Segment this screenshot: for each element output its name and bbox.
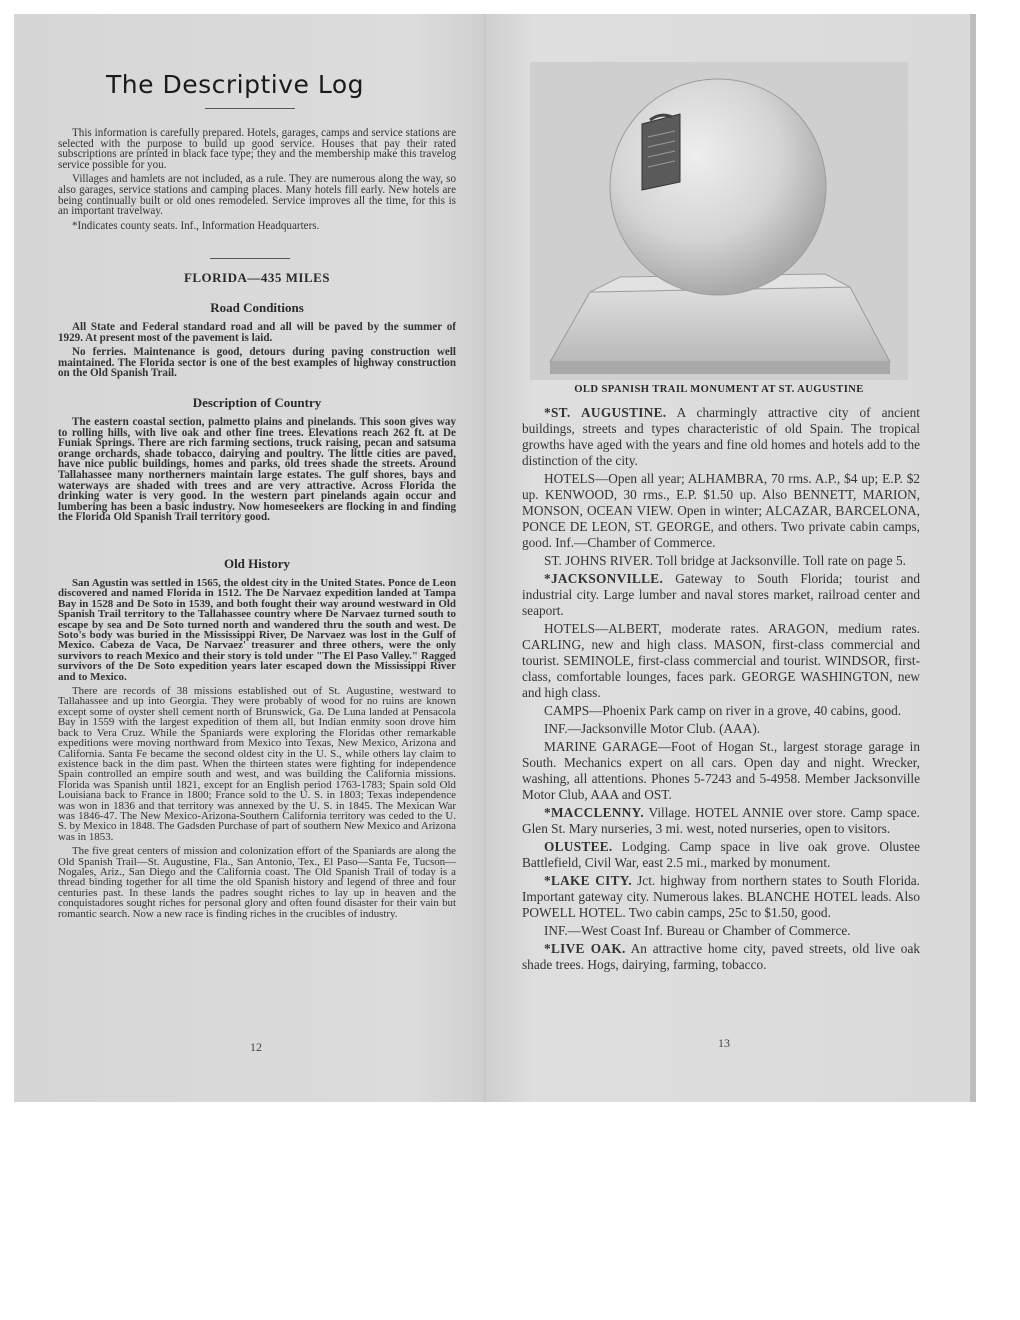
description-paragraph: The eastern coastal section, palmetto plains and pinelands. This soon gives way to rolling hills, with live oak and other fine trees. Elevations reach 262 ft. at De Funiak Springs. There are rich farming sections, truck raising, pecan and satsuma orange orchards, shade tobacco, dairying and poultry. The little cities are paved, have nice public buildings, homes and parks, old trees shade the streets. Around Tallahassee many northerners maintain large estates. The gulf shores, bays and waterways are shaded with trees and are very attractive. Across Florida the drinking water is very good. In the western part pinelands again occur and lumbering has been a basic industry. Now homeseekers are flocking in and finding the Florida Old Spanish Trail territory good. [58, 416, 456, 524]
road-paragraph-1: All State and Federal standard road and all will be paved by the summer of 1929. At present most of the pavement is laid. [58, 321, 456, 344]
entry-jacksonville-inf: INF.—Jacksonville Motor Club. (AAA). [544, 721, 761, 736]
description-heading: Description of Country [192, 395, 322, 410]
page-number-left: 12 [250, 1040, 262, 1054]
intro-text [58, 128, 456, 235]
intro-paragraph-2: Villages and hamlets are not included, as a rule. They are numerous along the way, so also garages, service stations and camping places. Many hotels fill early. New hotels are being continually built or old ones remodeled. Service improves all the time, for this is an important travelway. [58, 173, 456, 218]
monument-photo [530, 62, 908, 380]
photo-caption: OLD SPANISH TRAIL MONUMENT AT ST. AUGUSTINE [574, 384, 864, 395]
history-text [58, 578, 456, 923]
intro-paragraph-1: This information is carefully prepared. Hotels, garages, camps and service stations are selected with the purpose to build up good service. Houses that pay their rated subscriptions are printed in black face type; they and the membership make this travelog service possible for you. [58, 127, 456, 171]
history-paragraph-3: The five great centers of mission and colonization effort of the Spaniards are along the Old Spanish Trail—St. Augustine, Fla., San Antonio, Tex., El Paso—Santa Fe, Tucson—Nogales, Ariz., San Diego and the California coast. The Old Spanish Trail of today is a thread binding together for all time the old Spanish history and legend of three and four centuries past. In these lands the padres sought riches to lay up in heaven and the conquistadores sought riches for personal glory and often found disaster for their vain but romantic search. Now a new race is finding riches in the crucibles of industry. [58, 845, 456, 920]
entry-marine-garage: MARINE GARAGE—Foot of Hogan St., largest storage garage in South. Mechanics expert on all cars. Open day and night. Wrecker, washing, all attentions. Phones 5-7243 and 5-4958. Member Jacksonville Motor Club, AAA and OST. [522, 739, 920, 802]
entry-olustee: OLUSTEE. Lodging. Camp space in live oak grove. Olustee Battlefield, Civil War, east 2.5 mi., marked by monument. [522, 839, 920, 870]
page-edge [970, 14, 976, 1102]
monument-image [530, 62, 908, 380]
entries-column [522, 405, 920, 975]
road-paragraph-2: No ferries. Maintenance is good, detours during paving construction well maintained. The Florida sector is one of the best examples of highway construction on the Old Spanish Trail. [58, 346, 456, 380]
entry-st-augustine: *ST. AUGUSTINE. A charmingly attractive city of ancient buildings, streets and types characteristic of old Spain. The tropical growths have aged with the years and fine old homes and hotels add to the distinction of the city. [522, 405, 920, 468]
entry-st-johns-river: ST. JOHNS RIVER. Toll bridge at Jacksonville. Toll rate on page 5. [544, 553, 906, 568]
entry-live-oak: *LIVE OAK. An attractive home city, paved streets, old live oak shade trees. Hogs, dairying, farming, tobacco. [522, 941, 920, 972]
road-conditions-text [58, 322, 456, 383]
description-text [58, 417, 456, 527]
page-number-right: 13 [718, 1036, 730, 1050]
county-seat-note: *Indicates county seats. Inf., Information Headquarters. [72, 219, 320, 232]
entry-jacksonville: *JACKSONVILLE. Gateway to South Florida; tourist and industrial city. Large lumber and naval stores market, railroad center and seaport. [522, 571, 920, 618]
entry-macclenny: *MACCLENNY. Village. HOTEL ANNIE over store. Camp space. Glen St. Mary nurseries, 3 mi. west, noted nurseries, open to visitors. [522, 805, 920, 836]
entry-west-coast-inf: INF.—West Coast Inf. Bureau or Chamber of Commerce. [544, 923, 851, 938]
entry-jacksonville-hotels: HOTELS—ALBERT, moderate rates. ARAGON, medium rates. CARLING, new and high class. MASON, first-class commercial and tourist. SEMINOLE, first-class commercial and tourist. WINDSOR, first-class, comfortable lounges, faces park. GEORGE WASHINGTON, new and high class. [522, 621, 920, 700]
state-heading: FLORIDA—435 MILES [183, 270, 331, 285]
page-title: The Descriptive Log [106, 70, 364, 99]
entry-st-augustine-hotels: HOTELS—Open all year; ALHAMBRA, 70 rms. A.P., $4 up; E.P. $2 up. KENWOOD, 30 rms., E.P. $1.50 up. Also BENNETT, MARION, MONSON, OCEAN VIEW. Open in winter; ALCAZAR, BARCELONA, PONCE DE LEON, ST. GEORGE, and others. Two private cabin camps, good. Inf.—Chamber of Commerce. [522, 471, 920, 550]
entry-lake-city: *LAKE CITY. Jct. highway from northern states to South Florida. Important gateway city. Numerous lakes. BLANCHE HOTEL leads. Also POWELL HOTEL. Two cabin camps, 25c to $1.50, good. [522, 873, 921, 920]
history-paragraph-1: San Agustin was settled in 1565, the oldest city in the United States. Ponce de Leon discovered and named Florida in 1512. The De Narvaez expedition landed at Tampa Bay in 1528 and De Soto in 1539, and both fought their way around westward in Old Spanish Trail territory to the Tallahassee country where De Narvaez turned south to escape by sea and De Soto turned north and wandered thru the south and west. De Soto's body was buried in the Mississippi River, De Narvaez was lost in the Gulf of Mexico. Cabeza de Vaca, De Narvaez' treasurer and three others, were the only survivors to reach Mexico and their story is told under "The El Paso Valley." Ragged survivors of the De Soto expedition years later escaped down the Mississippi River and to Mexico. [58, 577, 456, 683]
entry-jacksonville-camps: CAMPS—Phoenix Park camp on river in a grove, 40 cabins, good. [544, 703, 902, 718]
history-heading: Old History [223, 556, 291, 571]
history-paragraph-2: There are records of 38 missions established out of St. Augustine, westward to Tallahassee and up into Georgia. They were probably of wood for no ruins are known except some of oyster shell cement north of Brunswick, Ga. De Luna landed at Pensacola Bay in 1559 with the largest expedition of them all, but Indian enmity soon drove him back to Vera Cruz. While the Spaniards were exploring the Floridas other remarkable expeditions were moving northward from Mexico into Texas, New Mexico, Arizona and California. Santa Fe became the second oldest city in the U. S., while others lay claim to existence back in the dim past. When the thirteen states were fighting for independence Spain controlled an empire south and west, and was building the California missions. Florida was Spanish until 1821, except for an English period 1763-1783; Spain sold Old Louisiana back to France in 1800; France sold to the U. S. in 1803; Texas independence was won in 1836 and that territory was annexed by the U. S. in 1845. The Mexican War was 1846-47. The New Mexico-Arizona-Southern California territory was ceded to the U. S. by Mexico in 1848. The Gadsden Purchase of part of southern New Mexico and Arizona was in 1853. [58, 685, 456, 843]
section-rule [210, 258, 290, 259]
road-conditions-heading: Road Conditions [210, 300, 304, 315]
title-rule [205, 108, 295, 109]
